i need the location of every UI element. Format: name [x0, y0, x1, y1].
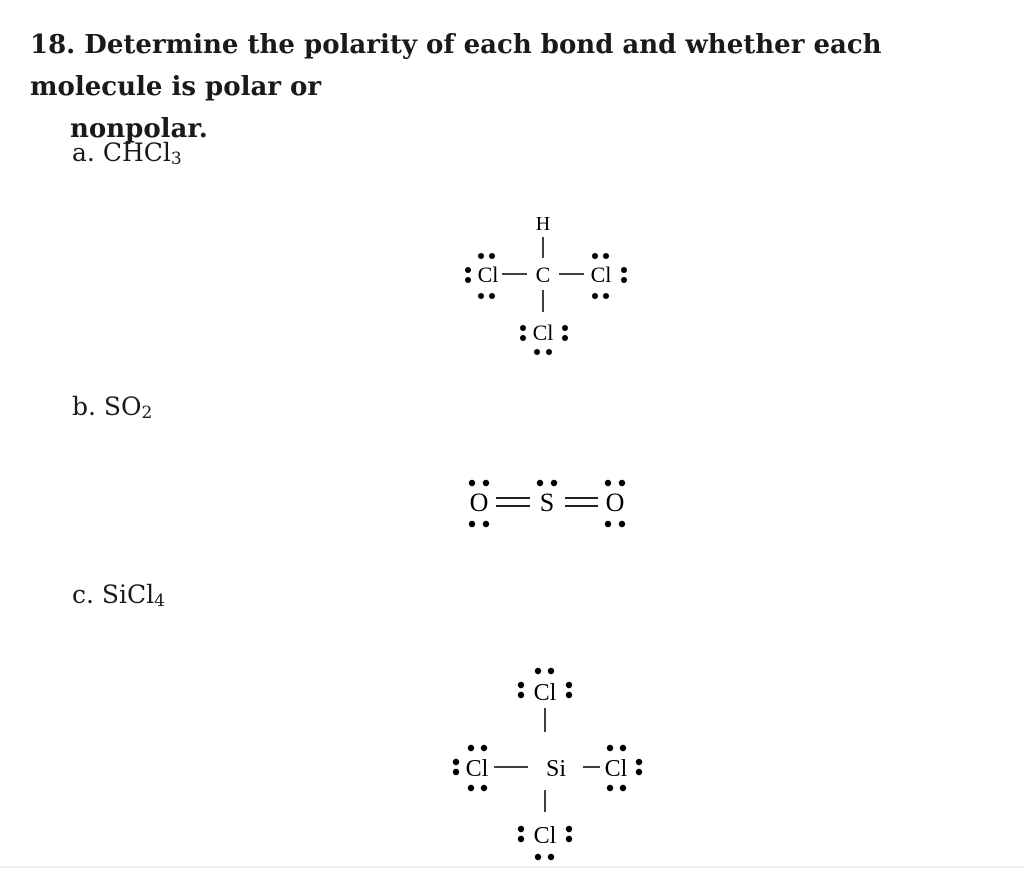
part-letter: a.: [72, 138, 95, 167]
atom-cl-left: Cl: [477, 262, 499, 287]
lewis-structure-so2: [469, 480, 625, 527]
atom-cl-bottom: Cl: [533, 823, 557, 849]
formula: CHCl$_3$: [102, 138, 182, 169]
formula: SiCl$_4$: [101, 580, 165, 611]
formula: $SO_2$: [103, 392, 153, 423]
question-number: 18.: [30, 30, 76, 60]
atom-o-right: O: [605, 488, 625, 517]
atom-h: H: [535, 213, 551, 235]
question-line-1: Determine the polarity of each bond and whether each molecule is polar or: [30, 30, 882, 102]
divider: [0, 866, 1024, 868]
atom-cl-bottom: Cl: [532, 320, 554, 345]
atom-s: S: [539, 488, 555, 517]
atom-cl-right: Cl: [604, 756, 628, 782]
atom-cl-top: Cl: [533, 680, 557, 706]
question-line-2: nonpolar.: [70, 114, 208, 144]
part-letter: b.: [72, 392, 96, 421]
atom-cl-left: Cl: [465, 756, 489, 782]
atom-c: C: [535, 262, 551, 287]
lewis-structure-sicl4: [453, 668, 642, 860]
atom-cl-right: Cl: [590, 262, 612, 287]
atom-o-left: O: [469, 488, 489, 517]
lewis-structure-chcl3: [465, 213, 627, 355]
atom-si: Si: [545, 756, 567, 782]
part-letter: c.: [72, 580, 94, 609]
